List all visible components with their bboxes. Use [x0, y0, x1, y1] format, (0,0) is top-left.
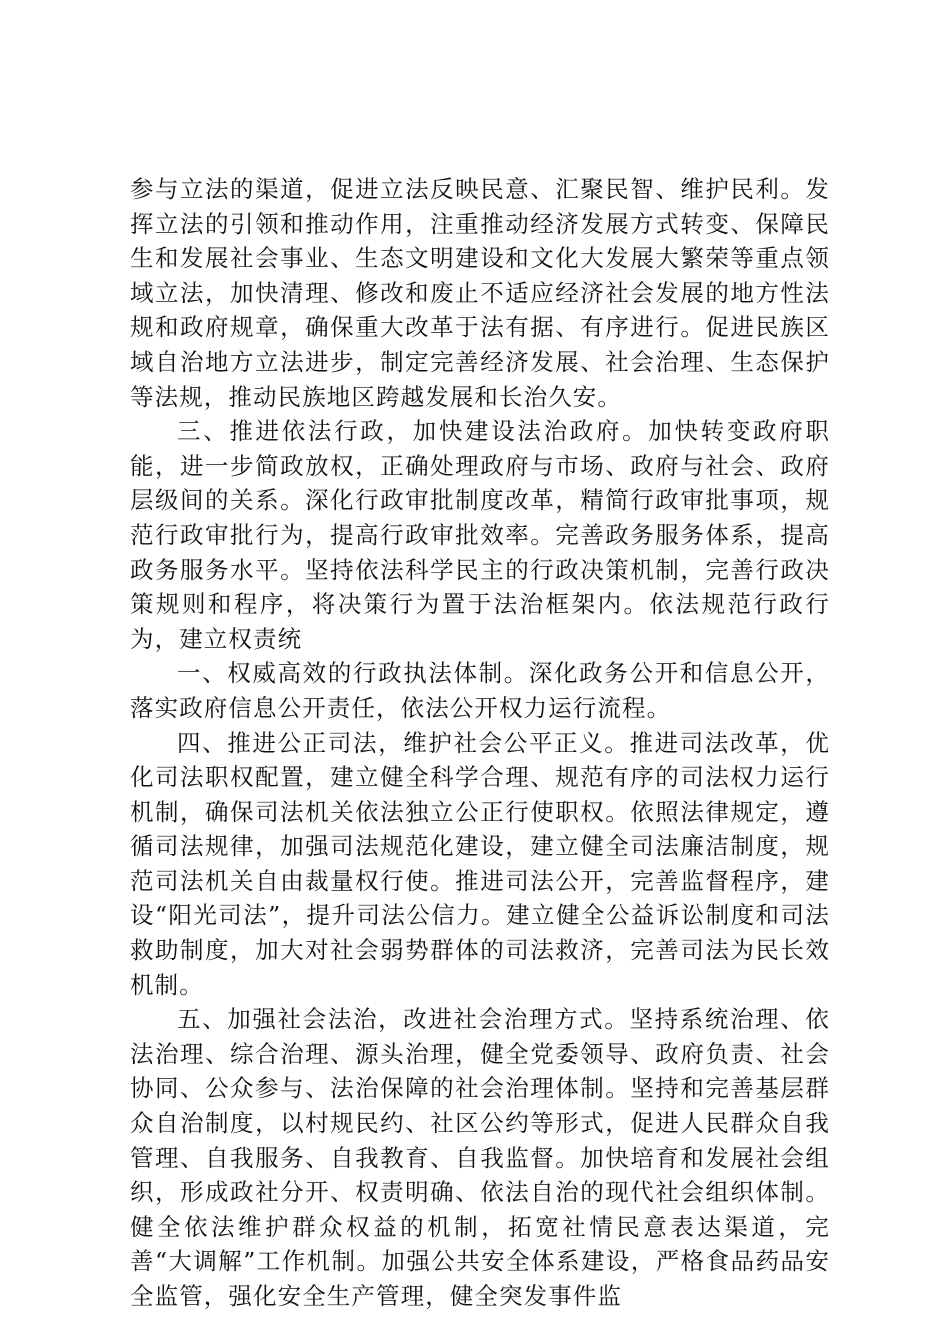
paragraph-section-five-social-governance: 五、加强社会法治，改进社会治理方式。坚持系统治理、依法治理、综合治理、源头治理，健全党委领导、政府负责、社会协同、公众参与、法治保障的社会治理体制。坚持和完善基层群众自治制度，以村规民约、社区公约等形式，促进人民群众自我管理、自我服务、自我教育、自我监督。加快培育和发展社会组织，形成政社分开、权责明确、依法自治的现代社会组织体制。健全依法维护群众权益的机制，拓宽社情民意表达渠道，完善“大调解”工作机制。加强公共安全体系建设，严格食品药品安全监管，强化安全生产管理，健全突发事件监 — [130, 1005, 830, 1310]
paragraph-section-three-administration: 三、推进依法行政，加快建设法治政府。加快转变政府职能，进一步简政放权，正确处理政府与市场、政府与社会、政府层级间的关系。深化行政审批制度改革，精简行政审批事项，规范行政审批行为，提高行政审批效率。完善政务服务体系，提高政务服务水平。坚持依法科学民主的行政决策机制，完善行政决策规则和程序，将决策行为置于法治框架内。依法规范行政行为，建立权责统 — [130, 417, 830, 653]
paragraph-law-enforcement-system: 一、权威高效的行政执法体制。深化政务公开和信息公开，落实政府信息公开责任，依法公开权力运行流程。 — [130, 659, 830, 722]
document-body — [130, 172, 830, 1314]
paragraph-section-four-justice: 四、推进公正司法，维护社会公平正义。推进司法改革，优化司法职权配置，建立健全科学合理、规范有序的司法权力运行机制，确保司法机关依法独立公正行使职权。依照法律规定，遵循司法规律，加强司法规范化建设，建立健全司法廉洁制度，规范司法机关自由裁量权行使。推进司法公开，完善监督程序，建设“阳光司法”，提升司法公信力。建立健全公益诉讼制度和司法救助制度，加大对社会弱势群体的司法救济，完善司法为民长效机制。 — [130, 728, 830, 999]
paragraph-legislation-channels: 参与立法的渠道，促进立法反映民意、汇聚民智、维护民利。发挥立法的引领和推动作用，注重推动经济发展方式转变、保障民生和发展社会事业、生态文明建设和文化大发展大繁荣等重点领域立法，加快清理、修改和废止不适应经济社会发展的地方性法规和政府规章，确保重大改革于法有据、有序进行。促进民族区域自治地方立法进步，制定完善经济发展、社会治理、生态保护等法规，推动民族地区跨越发展和长治久安。 — [130, 175, 830, 411]
